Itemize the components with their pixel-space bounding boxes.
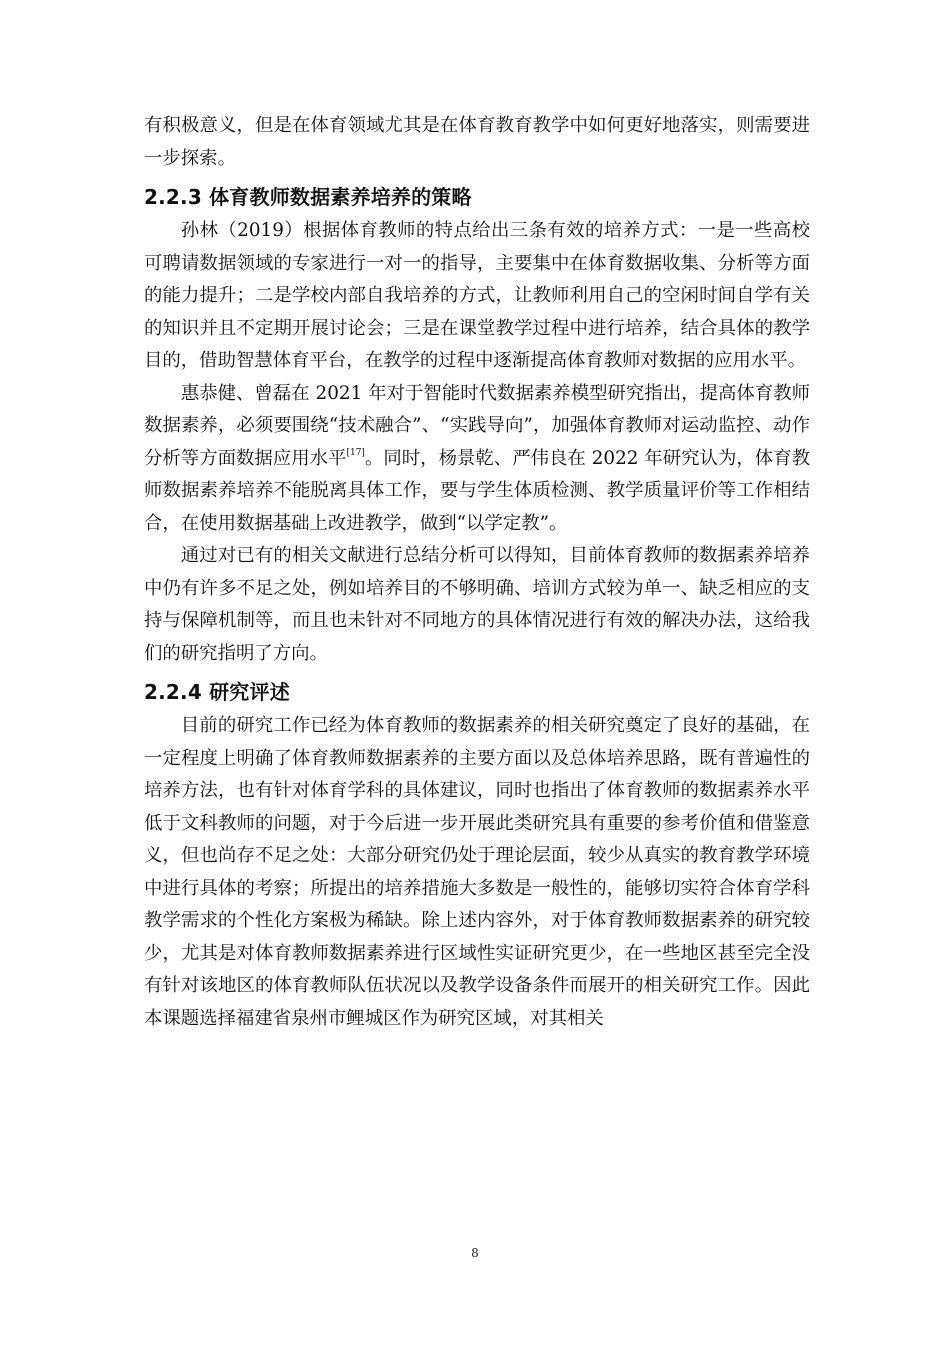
paragraph-huigongjian [144, 378, 810, 541]
section-heading-2-2-3: 2.2.3 体育教师数据素养培养的策略 [144, 185, 472, 209]
paragraph-review: 目前的研究工作已经为体育教师的数据素养的相关研究奠定了良好的基础，在一定程度上明确了体育教师数据素养的主要方面以及总体培养思路，既有普遍性的培养方法，也有针对体育学科的具体建议，同时也指出了体育教师的数据素养水平低于文科教师的问题，对于今后进一步开展此类研究具有重要的参考价值和借鉴意义，但也尚存不足之处：大部分研究仍处于理论层面，较少从真实的教育教学环境中进行具体的考察；所提出的培养措施大多数是一般性的，能够切实符合体育学科教学需求的个性化方案极为稀缺。除上述内容外，对于体育教师数据素养的研究较少，尤其是对体育教师数据素养进行区域性实证研究更少，在一些地区甚至完全没有针对该地区的体育教师队伍状况以及教学设备条件而展开的相关研究工作。因此本课题选择福建省泉州市鲤城区作为研究区域，对其相关 [144, 715, 810, 1029]
intro-paragraph: 有积极意义，但是在体育领域尤其是在体育教育教学中如何更好地落实，则需要进一步探索。 [144, 115, 810, 169]
paragraph-text: 。同时，杨景乾、严伟良在 2022 年研究认为，体育教师数据素养培养不能脱离具体工作，要与学生体质检测、教学质量评价等工作相结合，在使用数据基础上改进教学，做到“以学定教”。 [144, 447, 810, 534]
page-content [144, 110, 810, 1035]
page-number: 8 [471, 1246, 479, 1260]
paragraph-sunlin: 孙林（2019）根据体育教师的特点给出三条有效的培养方式：一是一些高校可聘请数据领域的专家进行一对一的指导，主要集中在体育数据收集、分析等方面的能力提升；二是学校内部自我培养的方式，让教师利用自己的空闲时间自学有关的知识并且不定期开展讨论会；三是在课堂教学过程中进行培养，结合具体的教学目的，借助智慧体育平台，在教学的过程中逐渐提高体育教师对数据的应用水平。 [144, 220, 810, 371]
citation-reference: [17] [346, 447, 365, 458]
section-heading-2-2-4: 2.2.4 研究评述 [144, 680, 290, 704]
paragraph-text: 惠恭健、曾磊在 2021 年对于智能时代数据素养模型研究指出，提高体育教师数据素养，必须要围绕“技术融合”、“实践导向”，加强体育教师对运动监控、动作分析等方面数据应用水平 [144, 382, 810, 469]
paragraph-summary: 通过对已有的相关文献进行总结分析可以得知，目前体育教师的数据素养培养中仍有许多不足之处，例如培养目的不够明确、培训方式较为单一、缺乏相应的支持与保障机制等，而且也未针对不同地方的具体情况进行有效的解决办法，这给我们的研究指明了方向。 [144, 545, 810, 664]
